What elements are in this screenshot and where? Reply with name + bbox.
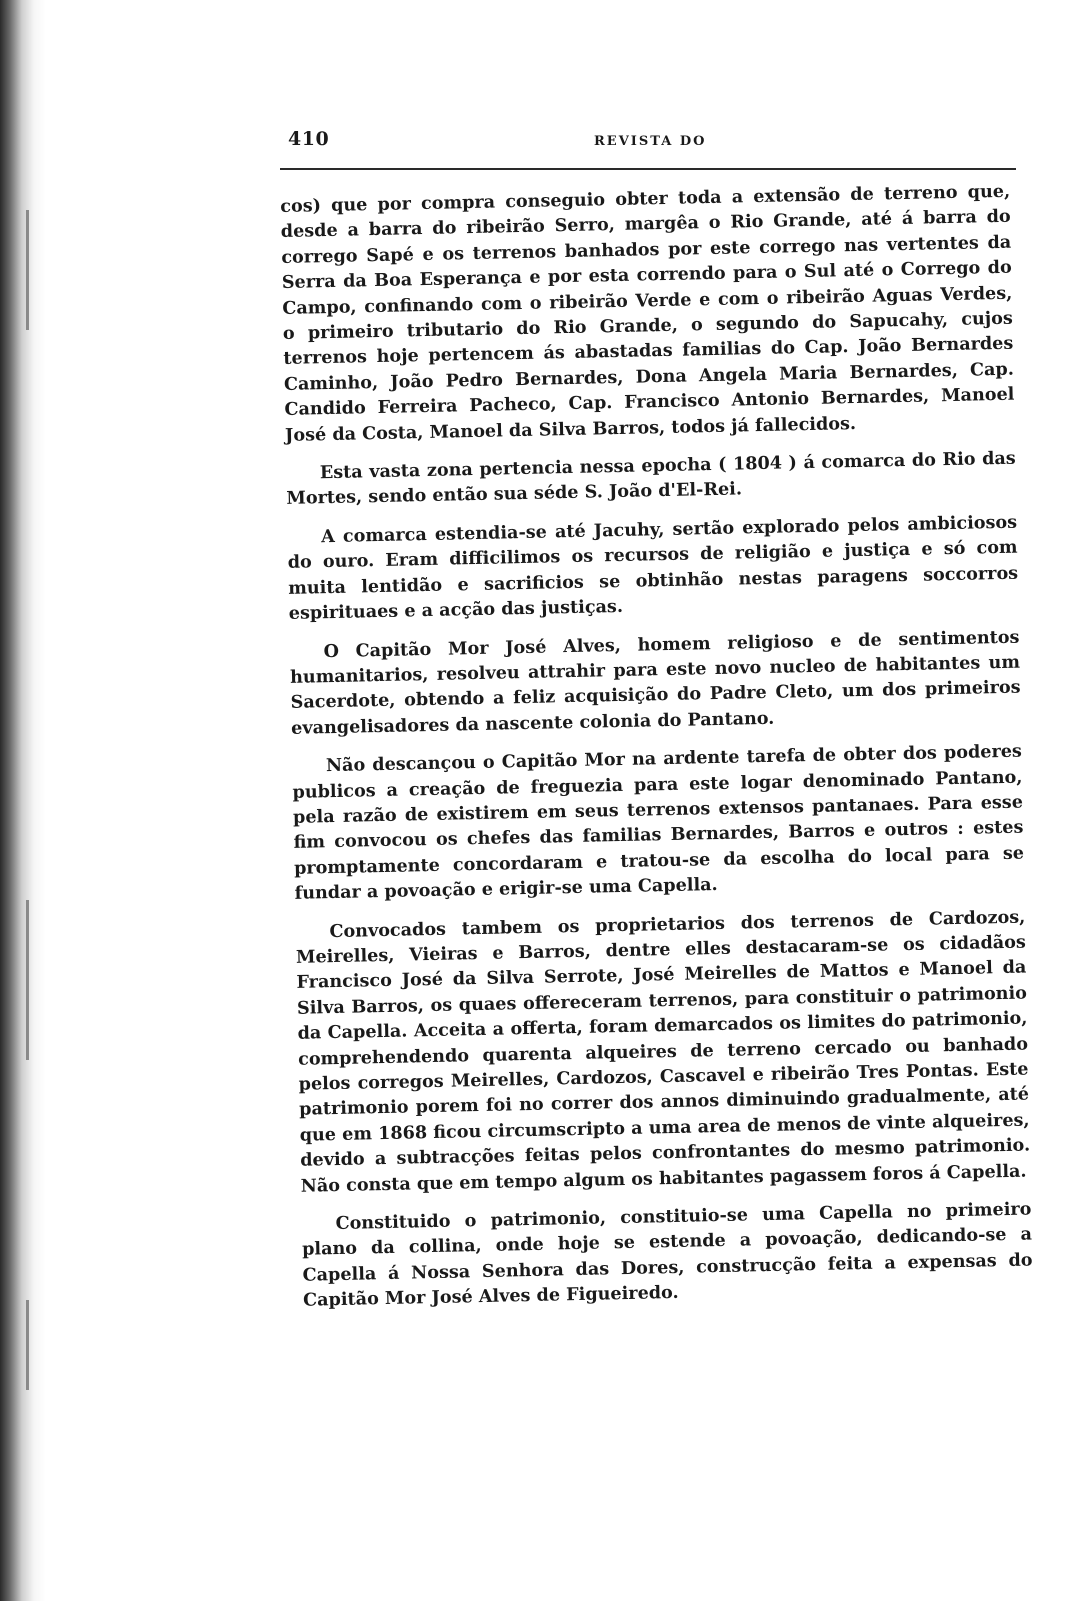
paragraph: Convocados tambem os proprietarios dos terrenos de Cardozos, Meirelles, Vieiras e Barros, dentre elles destacaram-se os cidadãos Francisco José da Silva Serrote, José Meirelles de Mattos e Manoel da Silva Barros, os quaes offereceram terrenos, para constituir o patrimonio da Capella. Acceita a offerta, foram demarcados os limites do patrimonio, comprehendendo quarenta alqueires de terreno cercado ou banhado pelos corregos Meirelles, Cardozos, Cascavel e ribeirão Tres Pontas. Este patrimonio porem foi no correr dos annos diminuindo gradualmente, até que em 1868 ficou circumscripto a uma area de menos de vinte alqueires, devido a subtracções feitas pelos confrontantes do mesmo patrimonio. Não consta que em tempo algum os habitantes pagassem foros á Capella. xyxy=(295,906,1031,1197)
paragraph: Constituido o patrimonio, constituio-se uma Capella no primeiro plano da collina, onde hoje se estende a povoação, dedicando-se a Capella á Nossa Senhora das Dores, construcção feita a expensas do Capitão Mor José Alves de Figueiredo. xyxy=(301,1198,1033,1312)
running-head: REVISTA DO xyxy=(594,134,707,149)
paragraph: A comarca estendia-se até Jacuhy, sertão explorado pelos ambiciosos do ouro. Eram difficilimos os recursos de religião e justiça e só com muita lentidão e sacrificios se obtinhão nestas paragens soccorros espirituaes e a acção das justiças. xyxy=(287,511,1019,624)
paragraph: Não descançou o Capitão Mor na ardente tarefa de obter dos poderes publicos a creação de freguezia para este logar denominado Pantano, pela razão de existirem em seus terrenos extensos pantanaes. Para esse fim convocou os chefes das familias Bernardes, Barros e outros : estes promptamente concordaram e tratou-se da escolha do local para se fundar a povoação e erigir-se uma Capella. xyxy=(292,740,1025,905)
page-body-text xyxy=(280,179,1034,1327)
book-page xyxy=(280,118,1033,1312)
scan-page-edge xyxy=(0,0,46,1601)
page-header xyxy=(280,118,1018,154)
scan-edge-mark xyxy=(26,900,29,1060)
scan-edge-mark xyxy=(26,210,29,330)
page-number: 410 xyxy=(288,128,330,150)
paragraph: cos) que por compra conseguio obter toda a extensão de terreno que, desde a barra do ribeirão Serro, margêa o Rio Grande, até á barra do corrego Sapé e os terrenos banhados por este corrego nas vertentes da Serra da Boa Esperança e por esta correndo para o Sul até o Corrego do Campo, confinando com o ribeirão Verde e com o ribeirão Aguas Verdes, o primeiro tributario do Rio Grande, o segundo do Sapucahy, cujos terrenos hoje pertencem ás abastadas familias do Cap. João Bernardes Caminho, João Pedro Bernardes, Dona Angela Maria Bernardes, Cap. Candido Ferreira Pacheco, Cap. Francisco Antonio Bernardes, Manoel José da Costa, Manoel da Silva Barros, todos já fallecidos. xyxy=(280,180,1015,446)
scan-edge-mark xyxy=(26,1300,29,1390)
header-rule xyxy=(280,168,1016,170)
paragraph: O Capitão Mor José Alves, homem religioso e de sentimentos humanitarios, resolveu attrahir para este novo nucleo de habitantes um Sacerdote, obtendo a feliz acquisição do Padre Cleto, um dos primeiros evangelisadores da nascente colonia do Pantano. xyxy=(289,626,1021,739)
paragraph: Esta vasta zona pertencia nessa epocha ( 1804 ) á comarca do Rio das Mortes, sendo então sua séde S. João d'El-Rei. xyxy=(286,447,1016,510)
